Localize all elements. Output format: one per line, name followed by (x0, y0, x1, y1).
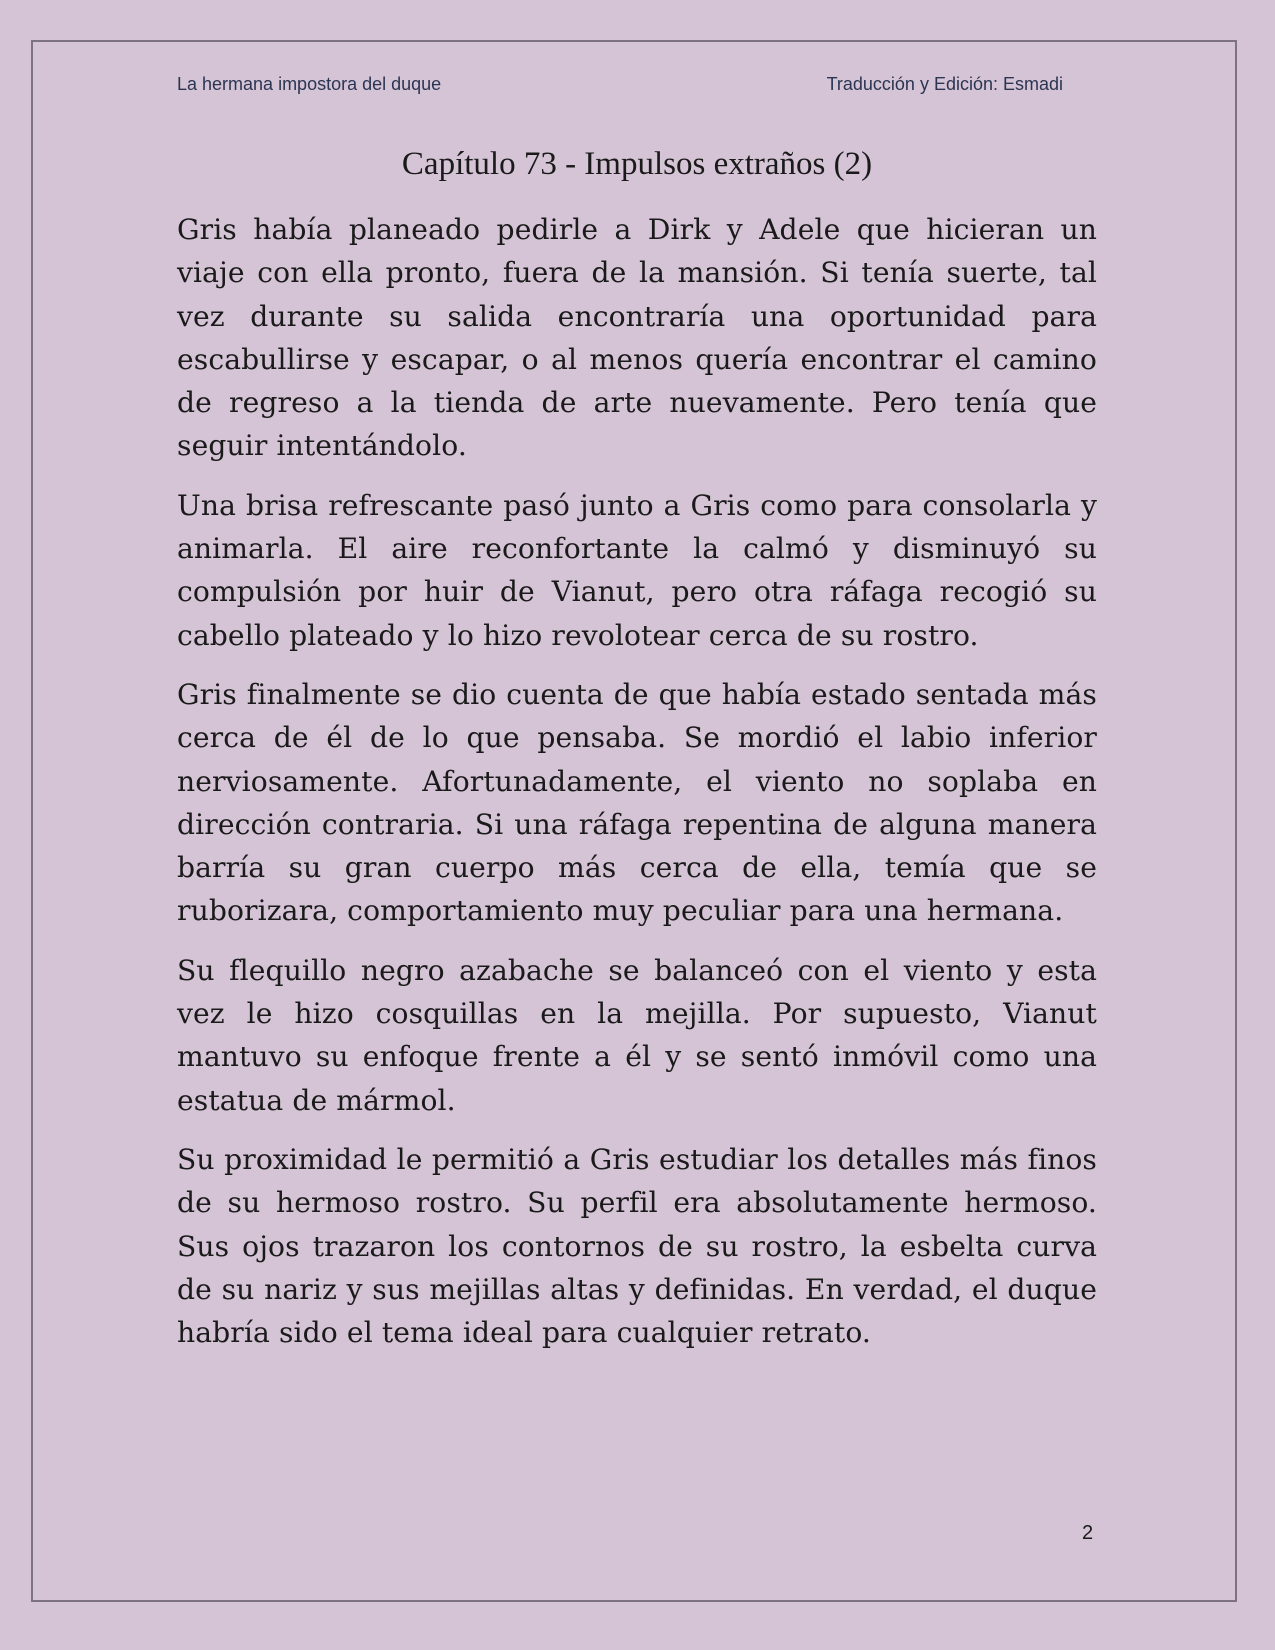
paragraph: Su flequillo negro azabache se balanceó con el viento y esta vez le hizo cosquillas en la mejilla. Por supuesto, Vianut mantuvo su enfoque frente a él y se sentó inmóvil como una estatua de mármol. (177, 953, 1097, 1117)
header-translator-credit: Traducción y Edición: Esmadi (826, 74, 1063, 94)
paragraph: Su proximidad le permitió a Gris estudiar los detalles más finos de su hermoso rostro. Su perfil era absolutamente hermoso. Sus ojos trazaron los contornos de su rostro, la esbelta curva de su nariz y sus mejillas altas y definidas. En verdad, el duque habría sido el tema ideal para cualquier retrato. (177, 1142, 1097, 1350)
chapter-body (177, 208, 1097, 1370)
header-book-title: La hermana impostora del duque (177, 74, 442, 94)
chapter-title: Capítulo 73 - Impulsos extraños (2) (401, 146, 873, 182)
page-number: 2 (1082, 1522, 1094, 1544)
paragraph: Una brisa refrescante pasó junto a Gris como para consolarla y animarla. El aire reconfortante la calmó y disminuyó su compulsión por huir de Vianut, pero otra ráfaga recogió su cabello plateado y lo hizo revolotear cerca de su rostro. (177, 488, 1097, 652)
paragraph: Gris finalmente se dio cuenta de que había estado sentada más cerca de él de lo que pensaba. Se mordió el labio inferior nerviosamente. Afortunadamente, el viento no soplaba en dirección contraria. Si una ráfaga repentina de alguna manera barría su gran cuerpo más cerca de ella, temía que se ruborizara, comportamiento muy peculiar para una hermana. (177, 677, 1097, 928)
paragraph: Gris había planeado pedirle a Dirk y Adele que hicieran un viaje con ella pronto, fuera de la mansión. Si tenía suerte, tal vez durante su salida encontraría una oportunidad para escabullirse y escapar, o al menos quería encontrar el camino de regreso a la tienda de arte nuevamente. Pero tenía que seguir intentándolo. (177, 213, 1097, 463)
page-header (177, 74, 1063, 100)
